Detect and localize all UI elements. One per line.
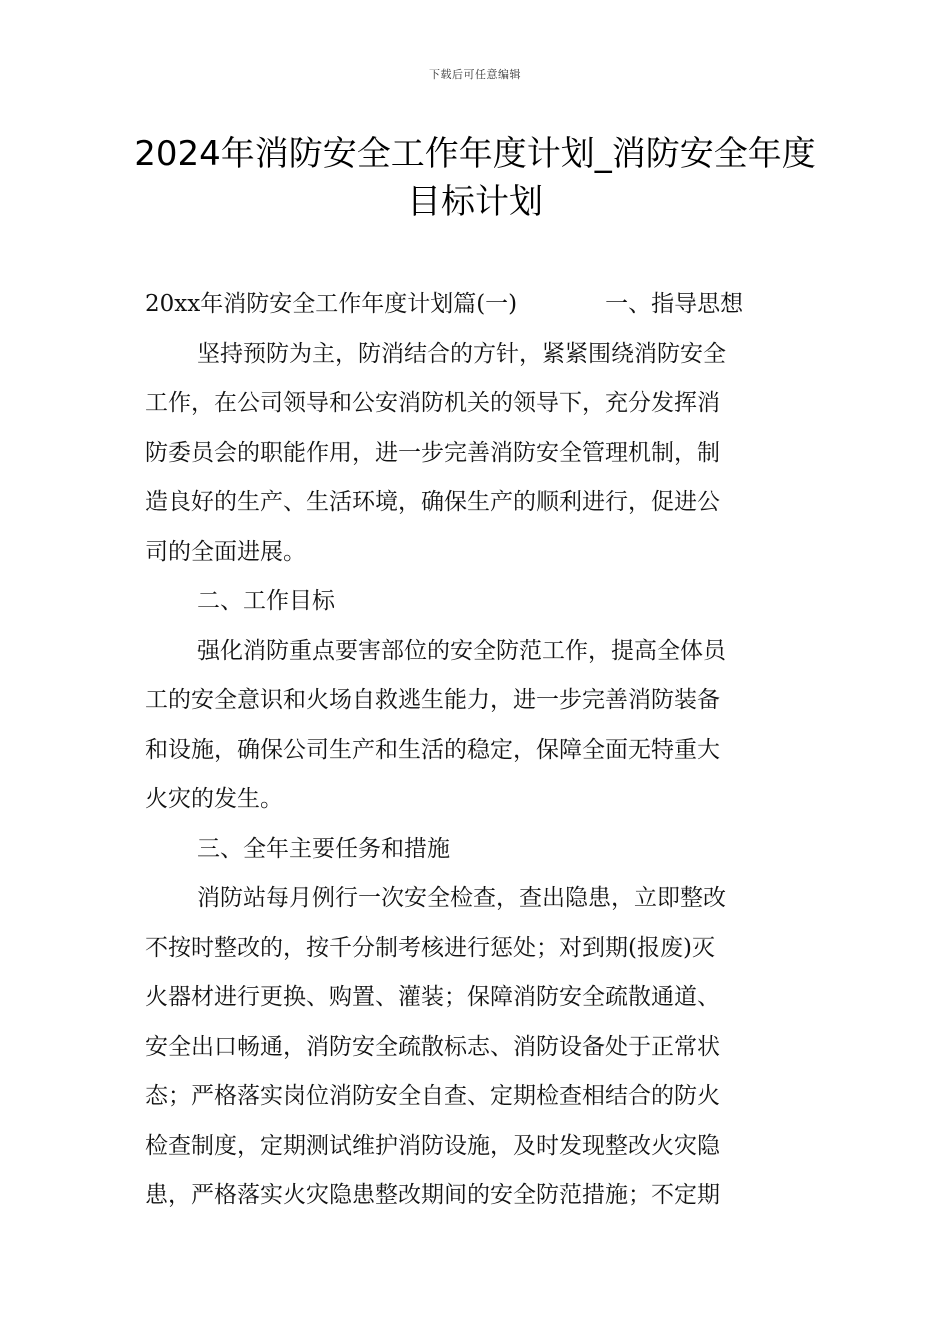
paragraph-line: 司的全面进展。: [145, 538, 306, 565]
paragraph-2: [145, 627, 805, 825]
paragraph-line: 不按时整改的，按千分制考核进行惩处；对到期(报废)灭: [145, 934, 715, 961]
paragraph-line: 消防站每月例行一次安全检查，查出隐患，立即整改: [197, 885, 726, 911]
paragraph-line: 坚持预防为主，防消结合的方针，紧紧围绕消防安全: [197, 340, 726, 367]
paragraph-line: 态；严格落实岗位消防安全自查、定期检查相结合的防火: [145, 1083, 720, 1109]
paragraph-line: 检查制度，定期测试维护消防设施，及时发现整改火灾隐: [145, 1132, 720, 1159]
paragraph-line: 安全出口畅通，消防安全疏散标志、消防设备处于正常状: [145, 1033, 720, 1060]
header-note: 下载后可任意编辑: [429, 68, 521, 81]
section-heading-2: 二、工作目标: [197, 588, 335, 614]
paragraph-3: [145, 874, 805, 1221]
paragraph-line: 工的安全意识和火场自救逃生能力，进一步完善消防装备: [145, 687, 720, 713]
paragraph-line: 造良好的生产、生活环境，确保生产的顺利进行，促进公: [145, 489, 720, 515]
paragraph-line: 火灾的发生。: [145, 786, 283, 812]
paragraph-line: 工作，在公司领导和公安消防机关的领导下，充分发挥消: [145, 390, 720, 416]
paragraph-line: 强化消防重点要害部位的安全防范工作，提高全体员: [197, 637, 726, 664]
intro-line: [145, 280, 805, 330]
paragraph-line: 患，严格落实火灾隐患整改期间的安全防范措施；不定期: [145, 1182, 720, 1208]
paragraph-1: [145, 330, 805, 578]
document-body: [145, 280, 805, 1221]
paragraph-line: 火器材进行更换、购置、灌装；保障消防安全疏散通道、: [145, 984, 720, 1010]
paragraph-line: 和设施，确保公司生产和生活的稳定，保障全面无特重大: [145, 736, 720, 763]
spacer: [517, 280, 605, 330]
section-heading-1: 一、指导思想: [605, 291, 744, 317]
document-title: 2024年消防安全工作年度计划_消防安全年度目标计划: [134, 134, 816, 222]
paragraph-line: 防委员会的职能作用，进一步完善消防安全管理机制，制: [145, 439, 720, 466]
part-title: 20xx年消防安全工作年度计划篇(一): [145, 291, 518, 317]
section-heading-3: 三、全年主要任务和措施: [197, 835, 450, 862]
